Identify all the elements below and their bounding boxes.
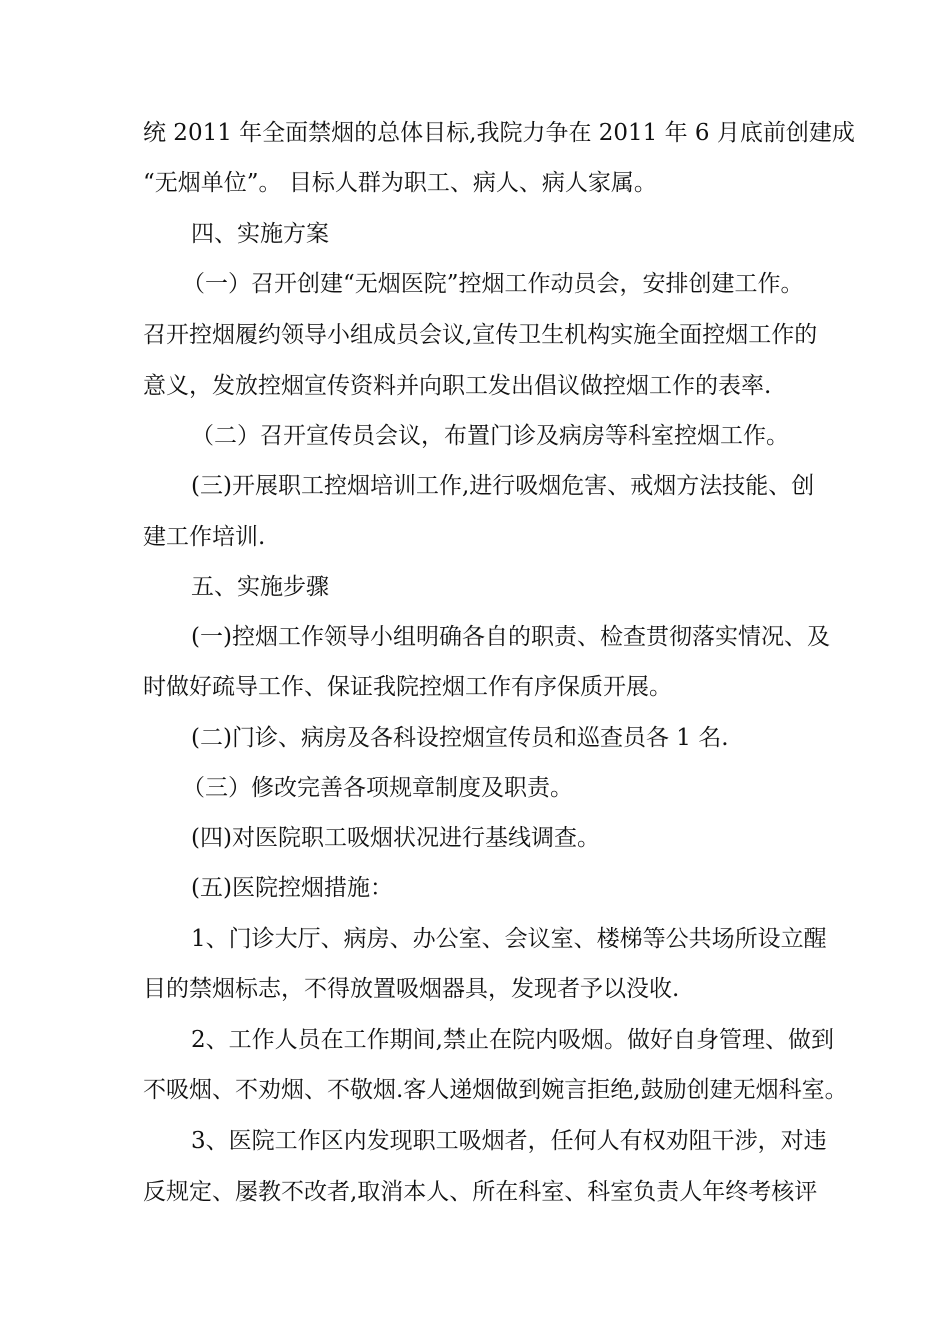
text-line-22: 反规定、屡教不改者,取消本人、所在科室、科室负责人年终考核评 — [143, 1179, 818, 1205]
text-line-1: 统 2011 年全面禁烟的总体目标,我院力争在 2011 年 6 月底前创建成 — [143, 120, 855, 146]
text-line-9: 建工作培训. — [143, 524, 266, 550]
text-line-18: 目的禁烟标志，不得放置吸烟器具，发现者予以没收. — [143, 976, 680, 1002]
text-line-2: “无烟单位”。 目标人群为职工、病人、病人家属。 — [143, 170, 657, 196]
text-line-20: 不吸烟、不劝烟、不敬烟.客人递烟做到婉言拒绝,鼓励创建无烟科室。 — [143, 1077, 848, 1103]
text-line-8: (三)开展职工控烟培训工作,进行吸烟危害、戒烟方法技能、创 — [191, 473, 815, 499]
text-line-19: 2、工作人员在工作期间,禁止在院内吸烟。做好自身管理、做到 — [191, 1027, 834, 1053]
text-line-7: （二）召开宣传员会议，布置门诊及病房等科室控烟工作。 — [191, 423, 789, 449]
text-line-6: 意义，发放控烟宣传资料并向职工发出倡议做控烟工作的表率. — [143, 373, 772, 399]
text-line-15: (四)对医院职工吸烟状况进行基线调查。 — [191, 825, 600, 851]
text-line-11: (一)控烟工作领导小组明确各自的职责、检查贯彻落实情况、及 — [191, 624, 830, 650]
text-line-4: （一）召开创建“无烟医院”控烟工作动员会，安排创建工作。 — [182, 271, 804, 297]
section-heading-5: 五、实施步骤 — [191, 574, 329, 600]
text-line-17: 1、门诊大厅、病房、办公室、会议室、楼梯等公共场所设立醒 — [191, 926, 827, 952]
text-line-14: （三）修改完善各项规章制度及职责。 — [182, 775, 573, 801]
text-line-5: 召开控烟履约领导小组成员会议,宣传卫生机构实施全面控烟工作的 — [143, 322, 818, 348]
text-line-16: (五)医院控烟措施： — [191, 875, 393, 901]
section-heading-4: 四、实施方案 — [191, 221, 329, 247]
text-line-12: 时做好疏导工作、保证我院控烟工作有序保质开展。 — [143, 674, 672, 700]
text-line-13: (二)门诊、病房及各科设控烟宣传员和巡查员各 1 名. — [191, 725, 729, 751]
text-line-21: 3、医院工作区内发现职工吸烟者，任何人有权劝阻干涉，对违 — [191, 1128, 827, 1154]
